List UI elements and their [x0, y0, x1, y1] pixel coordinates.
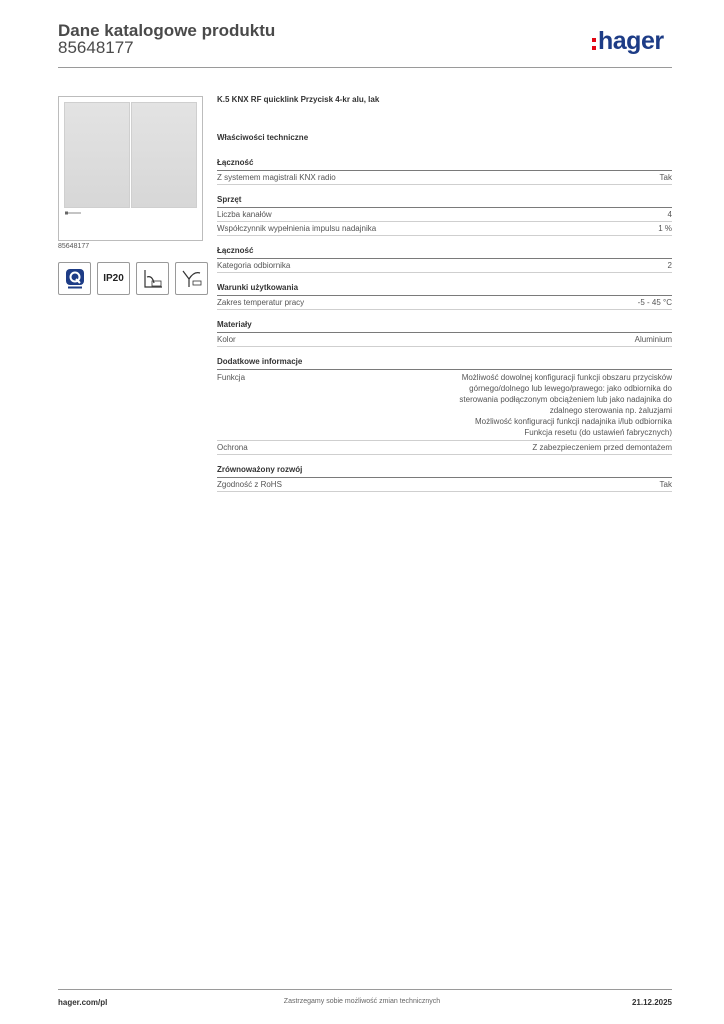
section-connectivity [217, 158, 672, 185]
row-value: Tak [659, 480, 672, 489]
row-label: Funkcja [217, 373, 246, 382]
section-title: Sprzęt [217, 195, 672, 208]
section-hardware [217, 195, 672, 236]
ip-rating-badge [97, 262, 130, 295]
row-value: 4 [667, 210, 672, 219]
footer-disclaimer: Zastrzegamy sobie możliwość zmian technicznych [283, 998, 441, 1005]
section-title: Materiały [217, 320, 672, 333]
section-title: Dodatkowe informacje [217, 357, 672, 370]
row-label: Zgodność z RoHS [217, 480, 282, 489]
value-line: zdalnego sterowania np. żaluzjami [549, 406, 672, 415]
row-label: Ochrona [217, 443, 248, 452]
table-row [217, 370, 672, 441]
row-label: Kategoria odbiornika [217, 261, 291, 270]
product-image[interactable] [58, 96, 203, 241]
header-divider [58, 67, 672, 68]
technical-properties-heading: Właściwości techniczne [217, 133, 309, 142]
table-row [217, 333, 672, 347]
section-connectivity-2 [217, 246, 672, 273]
row-value: -5 - 45 °C [637, 298, 672, 307]
section-title: Łączność [217, 246, 672, 259]
value-line: górnego/dolnego lub lewego/prawego: jako odbiornika do [469, 384, 672, 393]
certification-icons [58, 262, 208, 295]
table-row [217, 208, 672, 222]
row-label: Zakres temperatur pracy [217, 298, 305, 307]
row-value: Tak [659, 173, 672, 182]
section-title: Łączność [217, 158, 672, 171]
section-title: Warunki użytkowania [217, 283, 672, 296]
section-additional-info [217, 357, 672, 455]
row-value: 2 [667, 261, 672, 270]
brand-logo[interactable] [592, 27, 664, 56]
section-title: Zrównoważony rozwój [217, 465, 672, 478]
image-caption: 85648177 [58, 243, 90, 250]
section-sustainability [217, 465, 672, 492]
product-code: 85648177 [58, 38, 134, 57]
value-line: sterowania podłączonym obciążeniem lub jako nadajnika do [459, 395, 672, 404]
quality-mark-icon [58, 262, 91, 295]
table-row [217, 222, 672, 236]
screw-icon [65, 211, 81, 215]
value-line: Możliwość konfiguracji funkcji nadajnika i/lub odbiornika [475, 417, 672, 426]
logo-dots-icon [592, 38, 596, 50]
switch-plate [64, 102, 197, 208]
table-row [217, 171, 672, 185]
ip-rating-label: IP20 [103, 273, 124, 284]
mounting-surface-icon [136, 262, 169, 295]
technical-data [217, 95, 672, 502]
row-value: Aluminium [634, 335, 672, 344]
value-line: Funkcja resetu (do ustawień fabrycznych) [524, 428, 672, 437]
page-title: Dane katalogowe produktu [58, 21, 276, 40]
row-value [459, 372, 672, 438]
footer-date: 21.12.2025 [631, 998, 672, 1007]
row-value: 1 % [658, 224, 672, 233]
mounting-option-icon [175, 262, 208, 295]
footer-website-link[interactable]: hager.com/pl [58, 998, 108, 1007]
table-row [217, 441, 672, 455]
section-materials [217, 320, 672, 347]
brand-name: hager [598, 27, 664, 55]
footer-divider [58, 989, 672, 990]
row-label: Liczba kanałów [217, 210, 272, 219]
product-title: K.5 KNX RF quicklink Przycisk 4-kr alu, lak [217, 95, 380, 104]
table-row [217, 259, 672, 273]
row-label: Kolor [217, 335, 236, 344]
value-line: Możliwość dowolnej konfiguracji funkcji obszaru przycisków [461, 373, 672, 382]
row-value: Z zabezpieczeniem przed demontażem [532, 443, 672, 452]
table-row [217, 478, 672, 492]
table-row [217, 296, 672, 310]
row-label: Z systemem magistrali KNX radio [217, 173, 336, 182]
row-label: Współczynnik wypełnienia impulsu nadajnika [217, 224, 377, 233]
section-operating-conditions [217, 283, 672, 310]
